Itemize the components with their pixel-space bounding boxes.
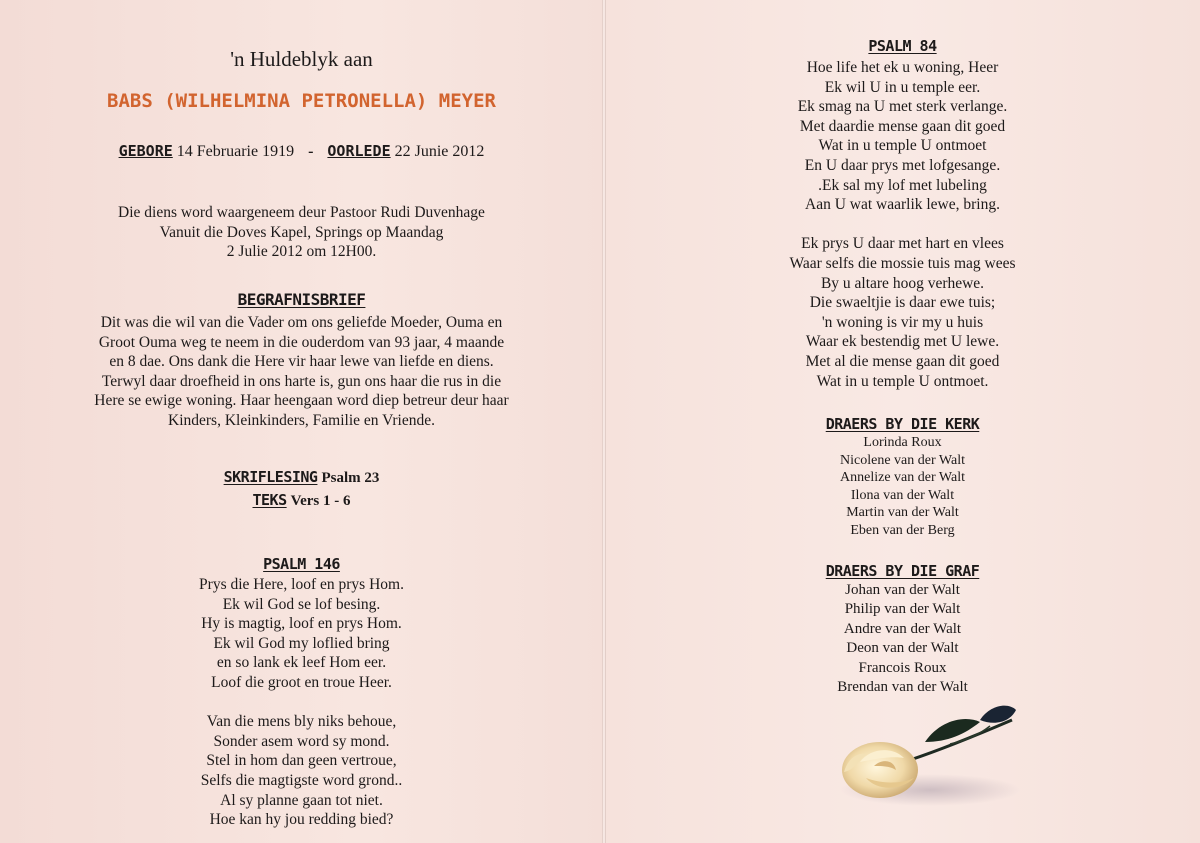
verse-line: Die swaeltjie is daar ewe tuis; — [809, 294, 996, 312]
tribute-heading: 'n Huldeblyk aan — [230, 47, 373, 71]
bearer-name: Martin van der Walt — [846, 505, 959, 521]
bearer-name: Nicolene van der Walt — [840, 452, 965, 468]
burial-line: en 8 dae. Ons dank die Here vir haar lewe van liefde en diens. — [109, 353, 494, 371]
verse-line: Waar ek bestendig met U lewe. — [805, 333, 1000, 351]
bearer-name: Ilona van der Walt — [850, 487, 955, 503]
bearer-name: Brendan van der Walt — [837, 679, 968, 696]
verse-line: Met daardie mense gaan dit goed — [799, 117, 1006, 135]
verse-line: En U daar prys met lofgesange. — [804, 156, 1001, 174]
stanza-gap — [605, 215, 1200, 235]
verse-line: Loof die groot en troue Heer. — [211, 673, 392, 691]
verse-line: Hy is magtig, loof en prys Hom. — [201, 615, 402, 633]
verse-line: Wat in u temple U ontmoet. — [816, 372, 989, 390]
burial-line: Groot Ouma weg te neem in die ouderdom van 93 jaar, 4 maande — [98, 333, 505, 351]
service-line: Die diens word waargeneem deur Pastoor Rudi Duvenhage — [118, 204, 485, 221]
bearer-name: Philip van der Walt — [844, 601, 961, 618]
text-line — [0, 489, 603, 512]
burial-line: Dit was die wil van die Vader om ons geliefde Moeder, Ouma en — [100, 314, 503, 331]
bearer-name: Lorinda Roux — [863, 435, 942, 450]
grave-bearers-list — [605, 581, 1200, 697]
verse-line: en so lank ek leef Hom eer. — [216, 654, 387, 672]
verse-line: Prys die Here, loof en prys Hom. — [199, 576, 404, 593]
bearer-name: Deon van der Walt — [846, 640, 959, 657]
psalm-84-title: PSALM 84 — [868, 37, 937, 55]
verse-line: Ek wil God se lof besing. — [222, 595, 381, 613]
verse-line: Aan U wat waarlik lewe, bring. — [805, 196, 1000, 214]
reading-label: SKRIFLESING — [223, 468, 318, 486]
reading-value: Psalm 23 — [321, 470, 380, 486]
verse-line: Ek smag na U met sterk verlange. — [797, 98, 1008, 116]
bearer-name: Andre van der Walt — [843, 620, 962, 637]
verse-line: Waar selfs die mossie tuis mag wees — [789, 254, 1016, 272]
service-line: 2 Julie 2012 om 12H00. — [226, 243, 377, 261]
verse-line: Ek prys U daar met hart en vlees — [801, 235, 1004, 253]
verse-line: .Ek sal my lof met lubeling — [818, 176, 987, 194]
deceased-name: BABS (WILHELMINA PETRONELLA) MEYER — [107, 90, 496, 112]
bearer-name: Johan van der Walt — [845, 582, 960, 598]
born-date: 14 Februarie 1919 — [176, 143, 295, 160]
burial-line: Kinders, Kleinkinders, Familie en Vriende. — [168, 411, 435, 429]
psalm-146-title: PSALM 146 — [263, 555, 340, 573]
bearer-name: Annelize van der Walt — [840, 470, 965, 486]
verse-line: 'n woning is vir my u huis — [821, 313, 984, 331]
psalm-146-text — [0, 575, 603, 830]
church-bearers-title: DRAERS BY DIE KERK — [825, 415, 980, 433]
burial-letter-title: BEGRAFNISBRIEF — [237, 290, 366, 309]
stanza-gap — [0, 693, 603, 713]
church-bearers-list — [605, 434, 1200, 540]
scripture-reading — [0, 466, 603, 512]
date-separator: - — [308, 143, 314, 160]
verse-line: By u altare hoog verhewe. — [820, 274, 985, 292]
service-details — [0, 203, 603, 262]
verse-line: Al sy planne gaan tot niet. — [220, 791, 383, 809]
verse-line: Met al die mense gaan dit goed — [805, 352, 1000, 370]
burial-line: Here se ewige woning. Haar heengaan word diep betreur deur haar — [94, 392, 509, 410]
verse-line: Selfs die magtigste word grond.. — [200, 771, 403, 789]
bearer-name: Eben van der Berg — [850, 522, 955, 538]
text-label: TEKS — [252, 491, 287, 509]
verse-line: Hoe kan hy jou redding bied? — [209, 811, 394, 829]
grave-bearers-title: DRAERS BY DIE GRAF — [825, 562, 980, 580]
verse-line: Sonder asem word sy mond. — [213, 732, 390, 750]
verse-line: Van die mens bly niks behoue, — [206, 713, 397, 731]
text-value: Vers 1 - 6 — [290, 493, 351, 509]
verse-line: Ek wil U in u temple eer. — [824, 78, 981, 96]
burial-line: Terwyl daar droefheid in ons harte is, gun ons haar die rus in die — [101, 372, 502, 390]
service-line: Vanuit die Doves Kapel, Springs op Maandag — [159, 223, 444, 241]
psalm-84-text — [605, 58, 1200, 391]
rose-icon — [830, 700, 1020, 810]
life-dates — [0, 142, 603, 161]
verse-line: Ek wil God my loflied bring — [213, 634, 390, 652]
verse-line: Wat in u temple U ontmoet — [818, 137, 987, 155]
reading-line — [0, 466, 603, 489]
died-date: 22 Junie 2012 — [394, 143, 485, 160]
verse-line: Stel in hom dan geen vertroue, — [206, 752, 397, 770]
bearer-name: Francois Roux — [858, 659, 947, 676]
born-label: GEBORE — [118, 142, 173, 160]
died-label: OORLEDE — [327, 142, 391, 160]
burial-letter-text — [0, 313, 603, 431]
verse-line: Hoe life het ek u woning, Heer — [806, 59, 999, 76]
